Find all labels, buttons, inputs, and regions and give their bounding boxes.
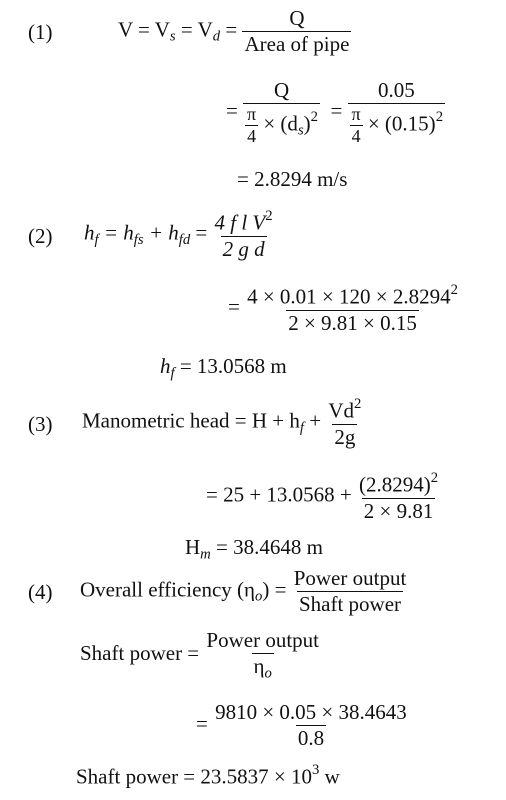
step-4-line-2: Shaft power = $\frac{\text{Power output}}{\eta_o}$ [80,628,319,682]
fraction: $\frac{Vd^2}{2g}$ [328,396,362,449]
fraction: $\frac{4 \times 0.01 \times 120 \times 2.8294^2}{2 \times 9.81 \times 0.15}$ [247,282,458,335]
step-3-result: $H_m = 38.4648$ m [185,535,323,563]
step-2-result: $h_f = 13.0568$ m [160,354,287,382]
step-1-result: = 2.8294 m/s [237,167,348,191]
step-3-line-2: = 25 + 13.0568 + $\frac{(2.8294)^2}{2 \times 9.81}$ [206,470,439,523]
step-2-number: (2) [28,224,53,248]
fraction: $\frac{Q}{\text{Area of pipe}}$ [244,6,350,56]
step-1-line-2: = Q $\frac{\pi}{4}$ × $(d_s)^2$ = 0.05 $\frac{\pi}{4}$ × $(0.15)^2$ [226,78,444,146]
step-4-line-1: Overall efficiency $(\eta_o)$ = $\frac{\text{Power output}}{\text{Shaft power}}$ [80,566,407,616]
step-4-number: (4) [28,580,53,604]
step-2-line-2: = $\frac{4 \times 0.01 \times 120 \times 2.8294^2}{2 \times 9.81 \times 0.15}$ [228,282,458,335]
fraction: $\frac{(2.8294)^2}{2 \times 9.81}$ [359,470,439,523]
step-4-result: Shaft power = $23.5837 \times 10^3$ w [76,762,340,789]
fraction: 0.05 $\frac{\pi}{4}$ × $(0.15)^2$ [348,78,445,147]
step-3-line-1: Manometric head = $H + h_f$ + $\frac{Vd^2}{2g}$ [82,396,362,449]
step-2-line-1: $h_f = h_{fs} + h_{fd}$ = $\frac{4 f l V^2}{\text{2 g d}}$ [84,208,273,261]
fraction: Q $\frac{\pi}{4}$ × $(d_s)^2$ [243,78,320,147]
step-4-line-3: = $\frac{9810 \times 0.05 \times 38.4643}{0.8}$ [196,700,407,750]
fraction: $\frac{9810 \times 0.05 \times 38.4643}{0.8}$ [215,700,407,750]
fraction: $\frac{4 f l V^2}{\text{2 g d}}$ [214,208,273,261]
step-3-number: (3) [28,412,53,436]
fraction: $\frac{\text{Power output}}{\eta_o}$ [206,628,319,682]
step-1-number: (1) [28,20,53,44]
step-1-line-1: $V = V_s = V_d$ = $\frac{Q}{\text{Area of pipe}}$ [118,6,350,56]
fraction: $\frac{\text{Power output}}{\text{Shaft power}}$ [293,566,407,616]
